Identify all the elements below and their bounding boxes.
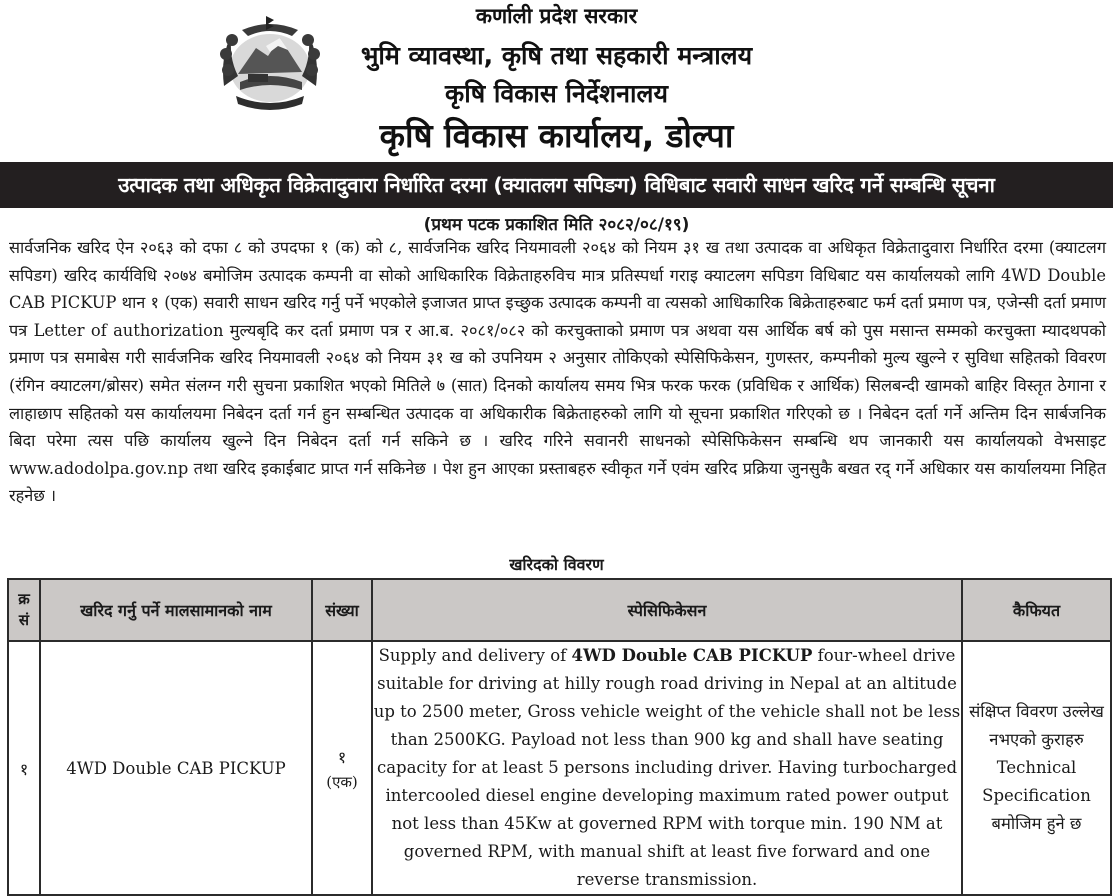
cell-serial-number: १ [8,641,40,895]
header-remarks: कैफियत [962,579,1111,641]
quantity-words: (एक) [326,772,358,791]
provincial-government-name: कर्णाली प्रदेश सरकार [475,4,638,28]
header-quantity: संख्या [312,579,372,641]
cell-item-name: 4WD Double CAB PICKUP [40,641,312,895]
publication-date: (प्रथम पटक प्रकाशित मिति २०८२/०८/१९) [423,215,690,235]
cell-remarks: संक्षिप्त विवरण उल्लेख नभएको कुराहरु Technical Specification बमोजिम हुने छ [962,641,1111,895]
ministry-name: भुमि व्यावस्था, कृषि तथा सहकारी मन्त्रालय [360,41,753,70]
cell-quantity [312,641,372,895]
notice-body [9,234,1106,510]
quantity-number: १ [337,747,347,767]
table-row [8,641,1111,895]
office-name: कृषि विकास कार्यालय, डोल्पा [379,116,734,155]
spec-prefix: Supply and delivery of [378,646,572,665]
header-serial-line1: क्र [18,590,30,608]
header-serial-line2: सं [18,611,30,629]
notice-title-banner: उत्पादक तथा अधिकृत विक्रेतादुवारा निर्धारित दरमा (क्यातलग सपिङग) विधिबाट सवारी साधन खरिद गर्ने सम्बन्धि सूचना [0,162,1113,208]
table-header-row [8,579,1111,641]
cell-specification [372,641,962,895]
header-specification: स्पेसिफिकेसन [372,579,962,641]
spec-vehicle-name: 4WD Double CAB PICKUP [571,646,813,665]
letterhead [0,0,1113,160]
procurement-table [7,578,1112,896]
header-item-name: खरिद गर्नु पर्ने मालसामानको नाम [40,579,312,641]
spec-details: four-wheel drive suitable for driving at hilly rough road driving in Nepal at an altitude up to 2500 meter, Gross vehicle weight of the vehicle shall not be less than 2500KG. Payload not less than 900 kg and shall have seating capacity for at least 5 persons including driver. Having turbocharged intercooled diesel engine developing maximum rated power output not less than 45Kw at governed RPM with torque min. 190 NM at governed RPM, with manual shift at least five forward and one reverse transmission. [373,646,961,889]
header-serial-number [8,579,40,641]
directorate-name: कृषि विकास निर्देशनालय [445,79,668,108]
procurement-details-title: खरिदको विवरण [509,555,604,574]
notice-paragraph: सार्वजनिक खरिद ऐन २०६३ को दफा ८ को उपदफा १ (क) को ८, सार्वजनिक खरिद नियमावली २०६४ को नियम ३१ ख तथा उत्पादक वा अधिकृत विक्रेतादुवारा निर्धारित दरमा (क्याटलग सपिडग) खरिद कार्यविधि २०७४ बमोजिम उत्पादक कम्पनी वा सोको आधिकारिक विक्रेताहरुविच मात्र प्रतिस्पर्धा गराइ क्याटलग सपिडग विधिबाट यस कार्यालयको लागि 4WD Double CAB PICKUP थान १ (एक) सवारी साधन खरिद गर्नु पर्ने भएकोले इजाजत प्राप्त इच्छुक उत्पादक कम्पनी वा त्यसको आधिकारिक बिक्रेताहरुबाट फर्म दर्ता प्रमाण पत्र, एजेन्सी दर्ता प्रमाण पत्र Letter of authorization मुल्यबृदि कर दर्ता प्रमाण पत्र र आ.ब. २०८१/०८२ को करचुक्ताको प्रमाण पत्र अथवा यस आर्थिक बर्ष को पुस मसान्त सम्मको करचुक्ता म्यादथपको प्रमाण पत्र समाबेस गरी सार्वजनिक खरिद नियमावली २०६४ को नियम ३१ ख को उपनियम २ अनुसार तोकिएको स्पेसिफिकेसन, गुणस्तर, कम्पनीको मुल्य खुल्ने र सुविधा सहितको विवरण (रंगिन क्याटलग/ब्रोसर) समेत संलग्न गरी सुचना प्रकाशित भएको मितिले ७ (सात) दिनको कार्यालय समय भित्र फरक फरक (प्रविधिक र आर्थिक) सिलबन्दी खामको बाहिर विस्तृत ठेगाना र लाहाछाप सहितको यस कार्यालयमा निबेदन दर्ता गर्न हुन सम्बन्धित उत्पादक वा अधिकारीक बिक्रेताहरुको लागि यो सूचना प्रकाशित गरिएको छ । निबेदन दर्ता गर्ने अन्तिम दिन सार्बजनिक बिदा परेमा त्यस पछि कार्यालय खुल्ने दिन निबेदन दर्ता गर्न सकिने छ । खरिद गरिने सवानरी साधनको स्पेसिफिकेसन सम्बन्धि थप जानकारी यस कार्यालयको वेभसाइट www.adodolpa.gov.np तथा खरिद इकाईबाट प्राप्त गर्न सकिनेछ । पेश हुन आएका प्रस्ताबहरु स्वीकृत गर्ने एवंम खरिद प्रक्रिया जुनसुकै बखत रद् गर्ने अधिकार यस कार्यालयमा निहित रहनेछ । [9,238,1106,506]
